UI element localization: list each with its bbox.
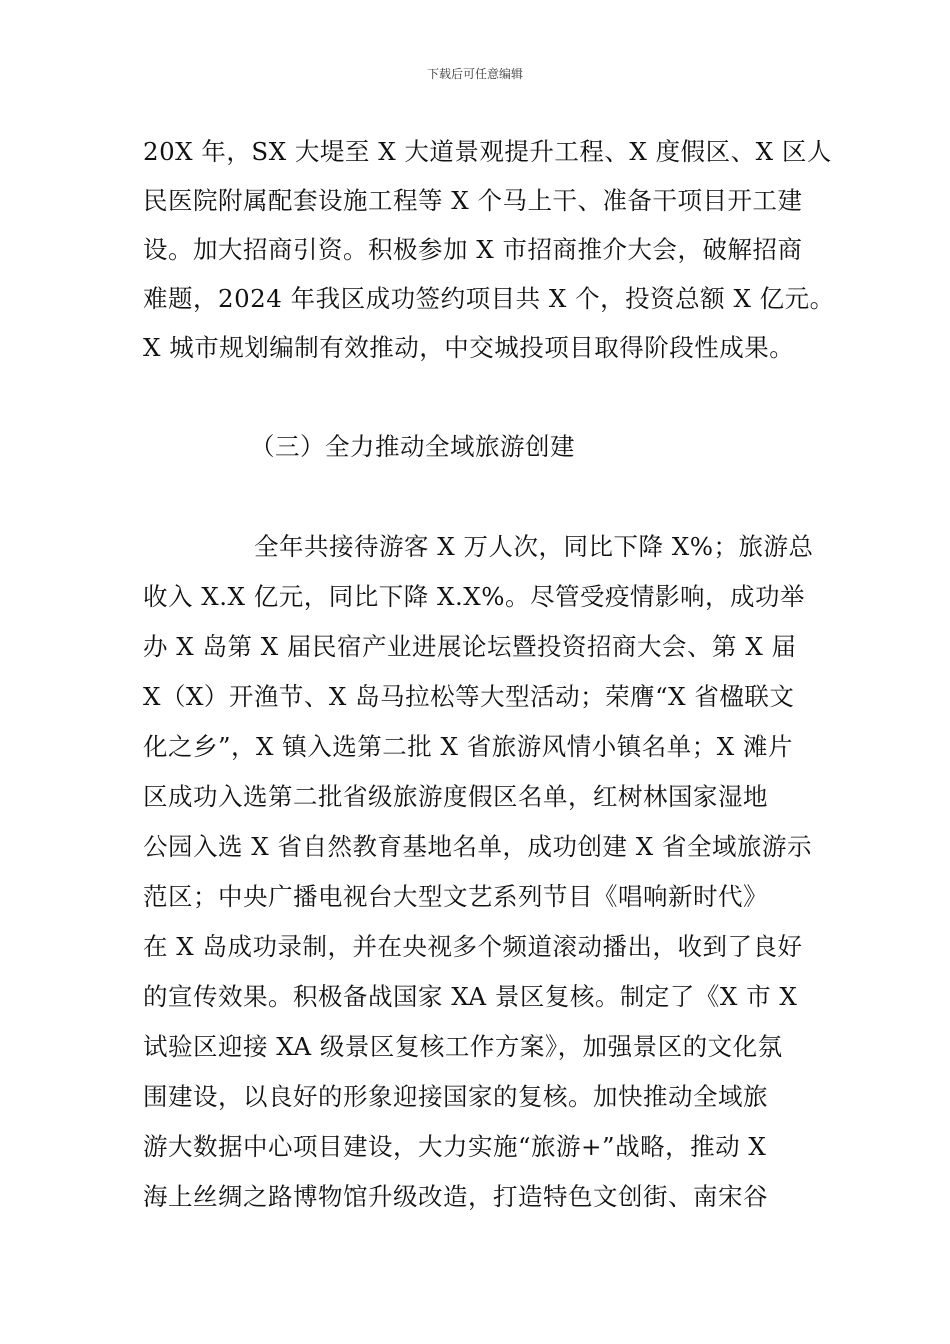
paragraph-line: 在 X 岛成功录制，并在央视多个频道滚动播出，收到了良好 (143, 932, 803, 961)
paragraph-line: 难题，2024 年我区成功签约项目共 X 个，投资总额 X 亿元。 (143, 284, 835, 313)
paragraph-line: X（X）开渔节、X 岛马拉松等大型活动；荣膺“X 省楹联文 (143, 682, 795, 711)
paragraph-line: 区成功入选第二批省级旅游度假区名单，红树林国家湿地 (143, 782, 768, 811)
paragraph-line: 公园入选 X 省自然教育基地名单，成功创建 X 省全域旅游示 (143, 832, 813, 861)
paragraph-line: X 城市规划编制有效推动，中交城投项目取得阶段性成果。 (143, 333, 795, 362)
page-header-note: 下载后可任意编辑 (426, 67, 523, 81)
paragraph-line: 办 X 岛第 X 届民宿产业进展论坛暨投资招商大会、第 X 届 (143, 632, 797, 661)
paragraph-line: 20X 年，SX 大堤至 X 大道景观提升工程、X 度假区、X 区人 (143, 137, 832, 166)
section-heading: （三）全力推动全域旅游创建 (250, 432, 575, 461)
paragraph-line: 化之乡”，X 镇入选第二批 X 省旅游风情小镇名单；X 滩片 (143, 732, 793, 761)
paragraph-line: 设。加大招商引资。积极参加 X 市招商推介大会，破解招商 (143, 235, 803, 264)
paragraph-line: 民医院附属配套设施工程等 X 个马上干、准备干项目开工建 (143, 186, 803, 215)
paragraph-line: 收入 X.X 亿元，同比下降 X.X%。尽管受疫情影响，成功举 (143, 582, 805, 611)
paragraph-line: 的宣传效果。积极备战国家 XA 景区复核。制定了《X 市 X (143, 982, 798, 1011)
paragraph-line: 游大数据中心项目建设，大力实施“旅游+”战略，推动 X (143, 1132, 767, 1161)
paragraph-line: 试验区迎接 XA 级景区复核工作方案》，加强景区的文化氛 (143, 1032, 783, 1061)
paragraph-line: 全年共接待游客 X 万人次，同比下降 X%；旅游总 (254, 532, 814, 561)
paragraph-line: 范区；中央广播电视台大型文艺系列节目《唱响新时代》 (143, 882, 768, 911)
paragraph-line: 围建设，以良好的形象迎接国家的复核。加快推动全域旅 (143, 1082, 768, 1111)
paragraph-line: 海上丝绸之路博物馆升级改造，打造特色文创街、南宋谷 (143, 1182, 768, 1211)
